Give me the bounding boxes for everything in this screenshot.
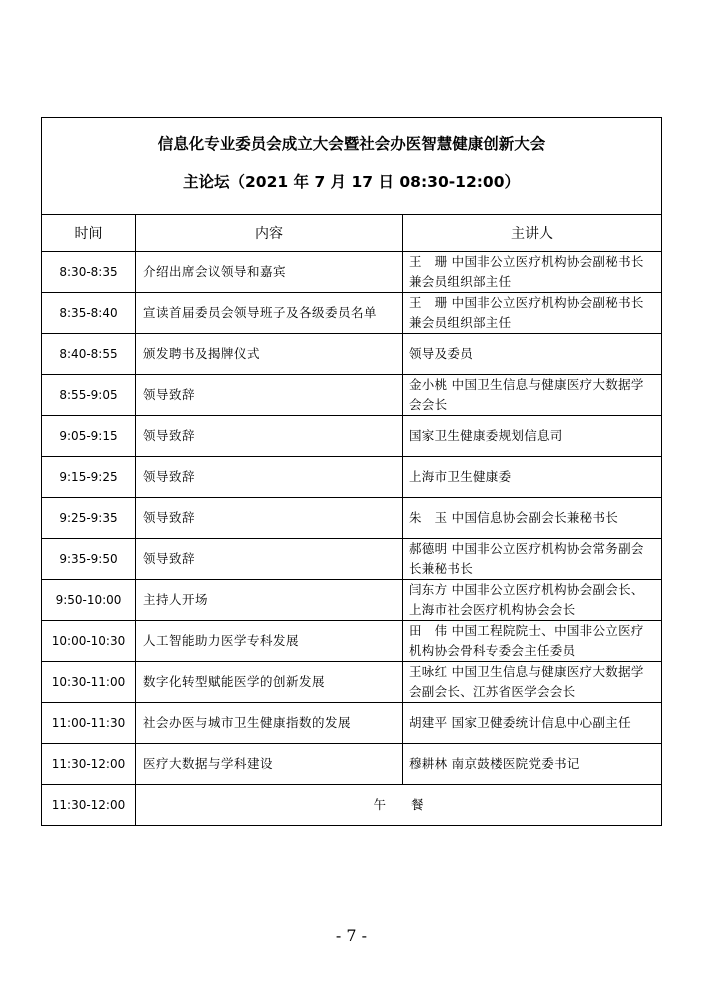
speaker-cell: 胡建平 国家卫健委统计信息中心副主任 [403, 703, 662, 744]
time-cell: 9:05-9:15 [42, 416, 136, 457]
speaker-cell: 穆耕林 南京鼓楼医院党委书记 [403, 744, 662, 785]
table-row [42, 498, 662, 539]
time-cell: 9:50-10:00 [42, 580, 136, 621]
content-cell: 颁发聘书及揭牌仪式 [136, 334, 403, 375]
speaker-cell: 闫东方 中国非公立医疗机构协会副会长、上海市社会医疗机构协会会长 [403, 580, 662, 621]
table-row [42, 580, 662, 621]
content-cell: 领导致辞 [136, 457, 403, 498]
time-cell: 10:30-11:00 [42, 662, 136, 703]
content-cell: 领导致辞 [136, 539, 403, 580]
column-header-content: 内容 [136, 215, 403, 252]
speaker-cell: 王 珊 中国非公立医疗机构协会副秘书长兼会员组织部主任 [403, 293, 662, 334]
speaker-cell: 王 珊 中国非公立医疗机构协会副秘书长兼会员组织部主任 [403, 252, 662, 293]
lunch-time-cell: 11:30-12:00 [42, 785, 136, 826]
content-cell: 介绍出席会议领导和嘉宾 [136, 252, 403, 293]
table-row [42, 621, 662, 662]
content-cell: 数字化转型赋能医学的创新发展 [136, 662, 403, 703]
lunch-label-cell: 午 餐 [136, 785, 662, 826]
table-row [42, 457, 662, 498]
content-cell: 医疗大数据与学科建设 [136, 744, 403, 785]
content-cell: 领导致辞 [136, 498, 403, 539]
title-row [42, 118, 662, 215]
content-cell: 人工智能助力医学专科发展 [136, 621, 403, 662]
time-cell: 8:30-8:35 [42, 252, 136, 293]
time-cell: 11:30-12:00 [42, 744, 136, 785]
speaker-cell: 朱 玉 中国信息协会副会长兼秘书长 [403, 498, 662, 539]
speaker-cell: 郝德明 中国非公立医疗机构协会常务副会长兼秘书长 [403, 539, 662, 580]
table-row [42, 539, 662, 580]
content-cell: 宣读首届委员会领导班子及各级委员名单 [136, 293, 403, 334]
table-row [42, 334, 662, 375]
table-row [42, 375, 662, 416]
page-subtitle: 主论坛（2021 年 7 月 17 日 08:30-12:00） [183, 173, 520, 191]
table-row [42, 293, 662, 334]
time-cell: 10:00-10:30 [42, 621, 136, 662]
lunch-row [42, 785, 662, 826]
column-header-row [42, 215, 662, 252]
table-row [42, 252, 662, 293]
schedule-table [41, 117, 662, 826]
time-cell: 8:35-8:40 [42, 293, 136, 334]
speaker-cell: 田 伟 中国工程院院士、中国非公立医疗机构协会骨科专委会主任委员 [403, 621, 662, 662]
table-row [42, 744, 662, 785]
content-cell: 社会办医与城市卫生健康指数的发展 [136, 703, 403, 744]
time-cell: 9:35-9:50 [42, 539, 136, 580]
time-cell: 9:15-9:25 [42, 457, 136, 498]
speaker-cell: 王咏红 中国卫生信息与健康医疗大数据学会副会长、江苏省医学会会长 [403, 662, 662, 703]
content-cell: 主持人开场 [136, 580, 403, 621]
speaker-cell: 上海市卫生健康委 [403, 457, 662, 498]
page-title: 信息化专业委员会成立大会暨社会办医智慧健康创新大会 [157, 135, 546, 153]
time-cell: 11:00-11:30 [42, 703, 136, 744]
table-row [42, 416, 662, 457]
time-cell: 8:55-9:05 [42, 375, 136, 416]
content-cell: 领导致辞 [136, 375, 403, 416]
content-cell: 领导致辞 [136, 416, 403, 457]
time-cell: 8:40-8:55 [42, 334, 136, 375]
time-cell: 9:25-9:35 [42, 498, 136, 539]
column-header-speaker: 主讲人 [403, 215, 662, 252]
table-row [42, 662, 662, 703]
table-row [42, 703, 662, 744]
speaker-cell: 国家卫生健康委规划信息司 [403, 416, 662, 457]
title-cell [42, 118, 662, 215]
column-header-time: 时间 [42, 215, 136, 252]
speaker-cell: 领导及委员 [403, 334, 662, 375]
page-number: - 7 - [335, 926, 368, 945]
speaker-cell: 金小桃 中国卫生信息与健康医疗大数据学会会长 [403, 375, 662, 416]
